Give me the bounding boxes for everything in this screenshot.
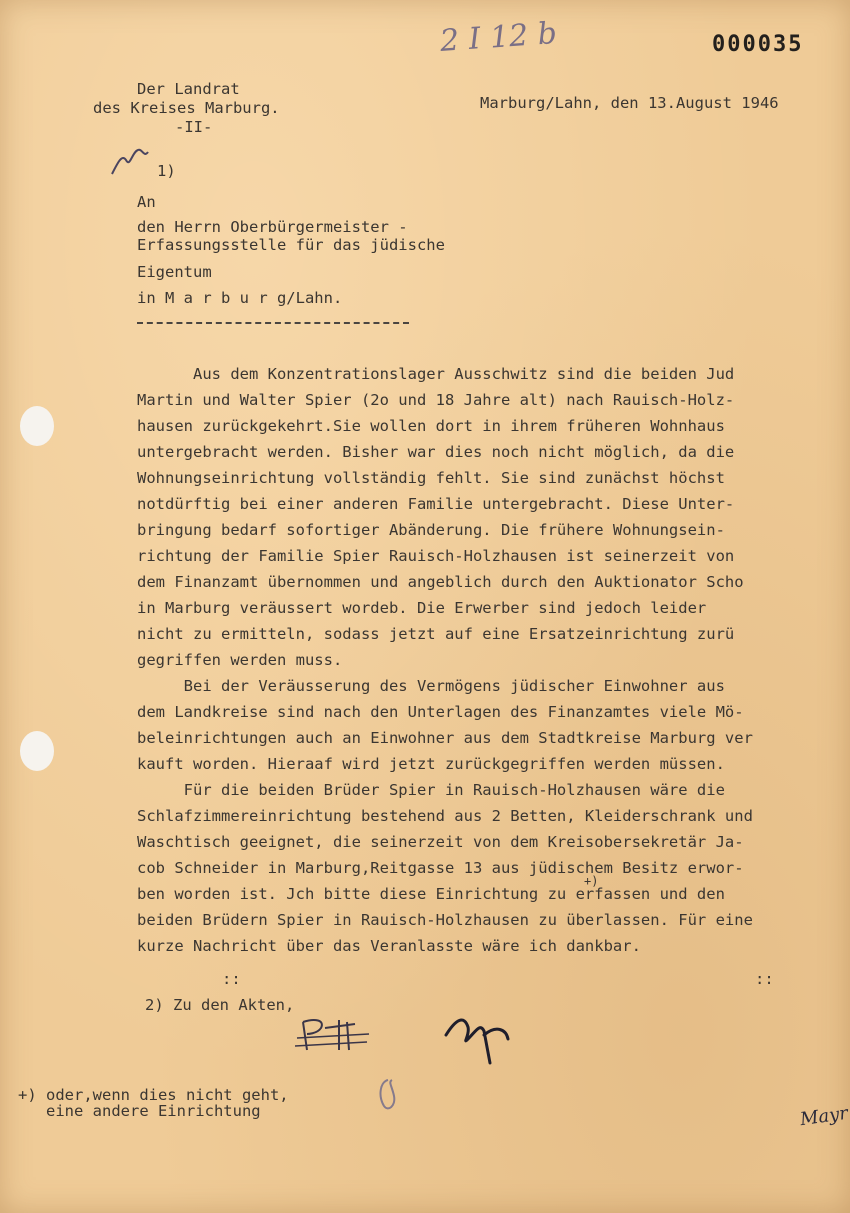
sender-line-3: -II- <box>175 118 213 136</box>
body-line: gegriffen werden muss. <box>137 651 343 669</box>
separator-left: :: <box>222 970 241 988</box>
body-line: hausen zurückgekehrt.Sie wollen dort in ihrem früheren Wohnhaus <box>137 417 725 435</box>
body-line: nicht zu ermitteln, sodass jetzt auf eine Ersatzeinrichtung zurü <box>137 625 735 643</box>
body-line: richtung der Familie Spier Rauisch-Holzhausen ist seinerzeit von <box>137 547 735 565</box>
recipient-line-4: Eigentum <box>137 263 212 281</box>
body-line: dem Finanzamt übernommen und angeblich durch den Auktionator Scho <box>137 573 744 591</box>
item-2-note: 2) Zu den Akten, <box>145 996 295 1014</box>
punch-hole-upper <box>20 406 54 446</box>
archive-number: 000035 <box>712 32 804 57</box>
body-line: Wohnungseinrichtung vollständig fehlt. Sie sind zunächst höchst <box>137 469 725 487</box>
pencil-mark <box>374 1076 404 1116</box>
body-line: notdürftig bei einer anderen Familie untergebracht. Diese Unter- <box>137 495 735 513</box>
punch-hole-lower <box>20 731 54 771</box>
body-line: Martin und Walter Spier (2o und 18 Jahre alt) nach Rauisch-Holz- <box>137 391 735 409</box>
recipient-line-5: in M a r b u r g/Lahn. <box>137 289 343 307</box>
footnote-line-2: eine andere Einrichtung <box>18 1102 261 1120</box>
body-line: Waschtisch geeignet, die seinerzeit von dem Kreisobersekretär Ja- <box>137 833 744 851</box>
body-line: Für die beiden Brüder Spier in Rauisch-Holzhausen wäre die <box>137 781 725 799</box>
body-line: Aus dem Konzentrationslager Ausschwitz sind die beiden Jud <box>137 365 735 383</box>
body-line: Bei der Veräusserung des Vermögens jüdischer Einwohner aus <box>137 677 725 695</box>
body-line: dem Landkreise sind nach den Unterlagen des Finanzamtes viele Mö- <box>137 703 744 721</box>
body-line: bringung bedarf sofortiger Abänderung. Die frühere Wohnungsein- <box>137 521 725 539</box>
item-number-1: 1) <box>157 162 176 180</box>
handwritten-mark <box>108 142 158 182</box>
body-line: kauft worden. Hieraaf wird jetzt zurückgegriffen werden müssen. <box>137 755 725 773</box>
sender-line-1: Der Landrat <box>137 80 240 98</box>
footnote-line-1: +) oder,wenn dies nicht geht, <box>18 1086 289 1104</box>
body-line: kurze Nachricht über das Veranlasste wäre ich dankbar. <box>137 937 641 955</box>
body-line: cob Schneider in Marburg,Reitgasse 13 aus jüdischem Besitz erwor- <box>137 859 744 877</box>
body-line: Schlafzimmereinrichtung bestehend aus 2 Betten, Kleiderschrank und <box>137 807 753 825</box>
recipient-line-1: An <box>137 193 156 211</box>
place-date: Marburg/Lahn, den 13.August 1946 <box>480 94 779 112</box>
crossed-out-handwriting <box>295 1014 375 1060</box>
body-line: beiden Brüdern Spier in Rauisch-Holzhausen zu überlassen. Für eine <box>137 911 753 929</box>
separator-right: :: <box>755 970 774 988</box>
separator-rule <box>137 322 409 324</box>
body-line: untergebracht werden. Bisher war dies noch nicht möglich, da die <box>137 443 735 461</box>
sender-line-2: des Kreises Marburg. <box>93 99 280 117</box>
body-line: in Marburg veräussert wordeb. Die Erwerber sind jedoch leider <box>137 599 707 617</box>
footnote-marker-inline: +) <box>584 874 599 888</box>
recipient-line-2: den Herrn Oberbürgermeister - <box>137 218 408 236</box>
body-line: beleinrichtungen auch an Einwohner aus dem Stadtkreise Marburg ver <box>137 729 753 747</box>
handwritten-signature: Mayr <box>798 1102 850 1131</box>
pencil-reference: 2 I 12 b <box>438 15 559 60</box>
signature-mark <box>440 1005 520 1070</box>
body-line: ben worden ist. Jch bitte diese Einrichtung zu erfassen und den <box>137 885 725 903</box>
recipient-line-3: Erfassungsstelle für das jüdische <box>137 236 445 254</box>
